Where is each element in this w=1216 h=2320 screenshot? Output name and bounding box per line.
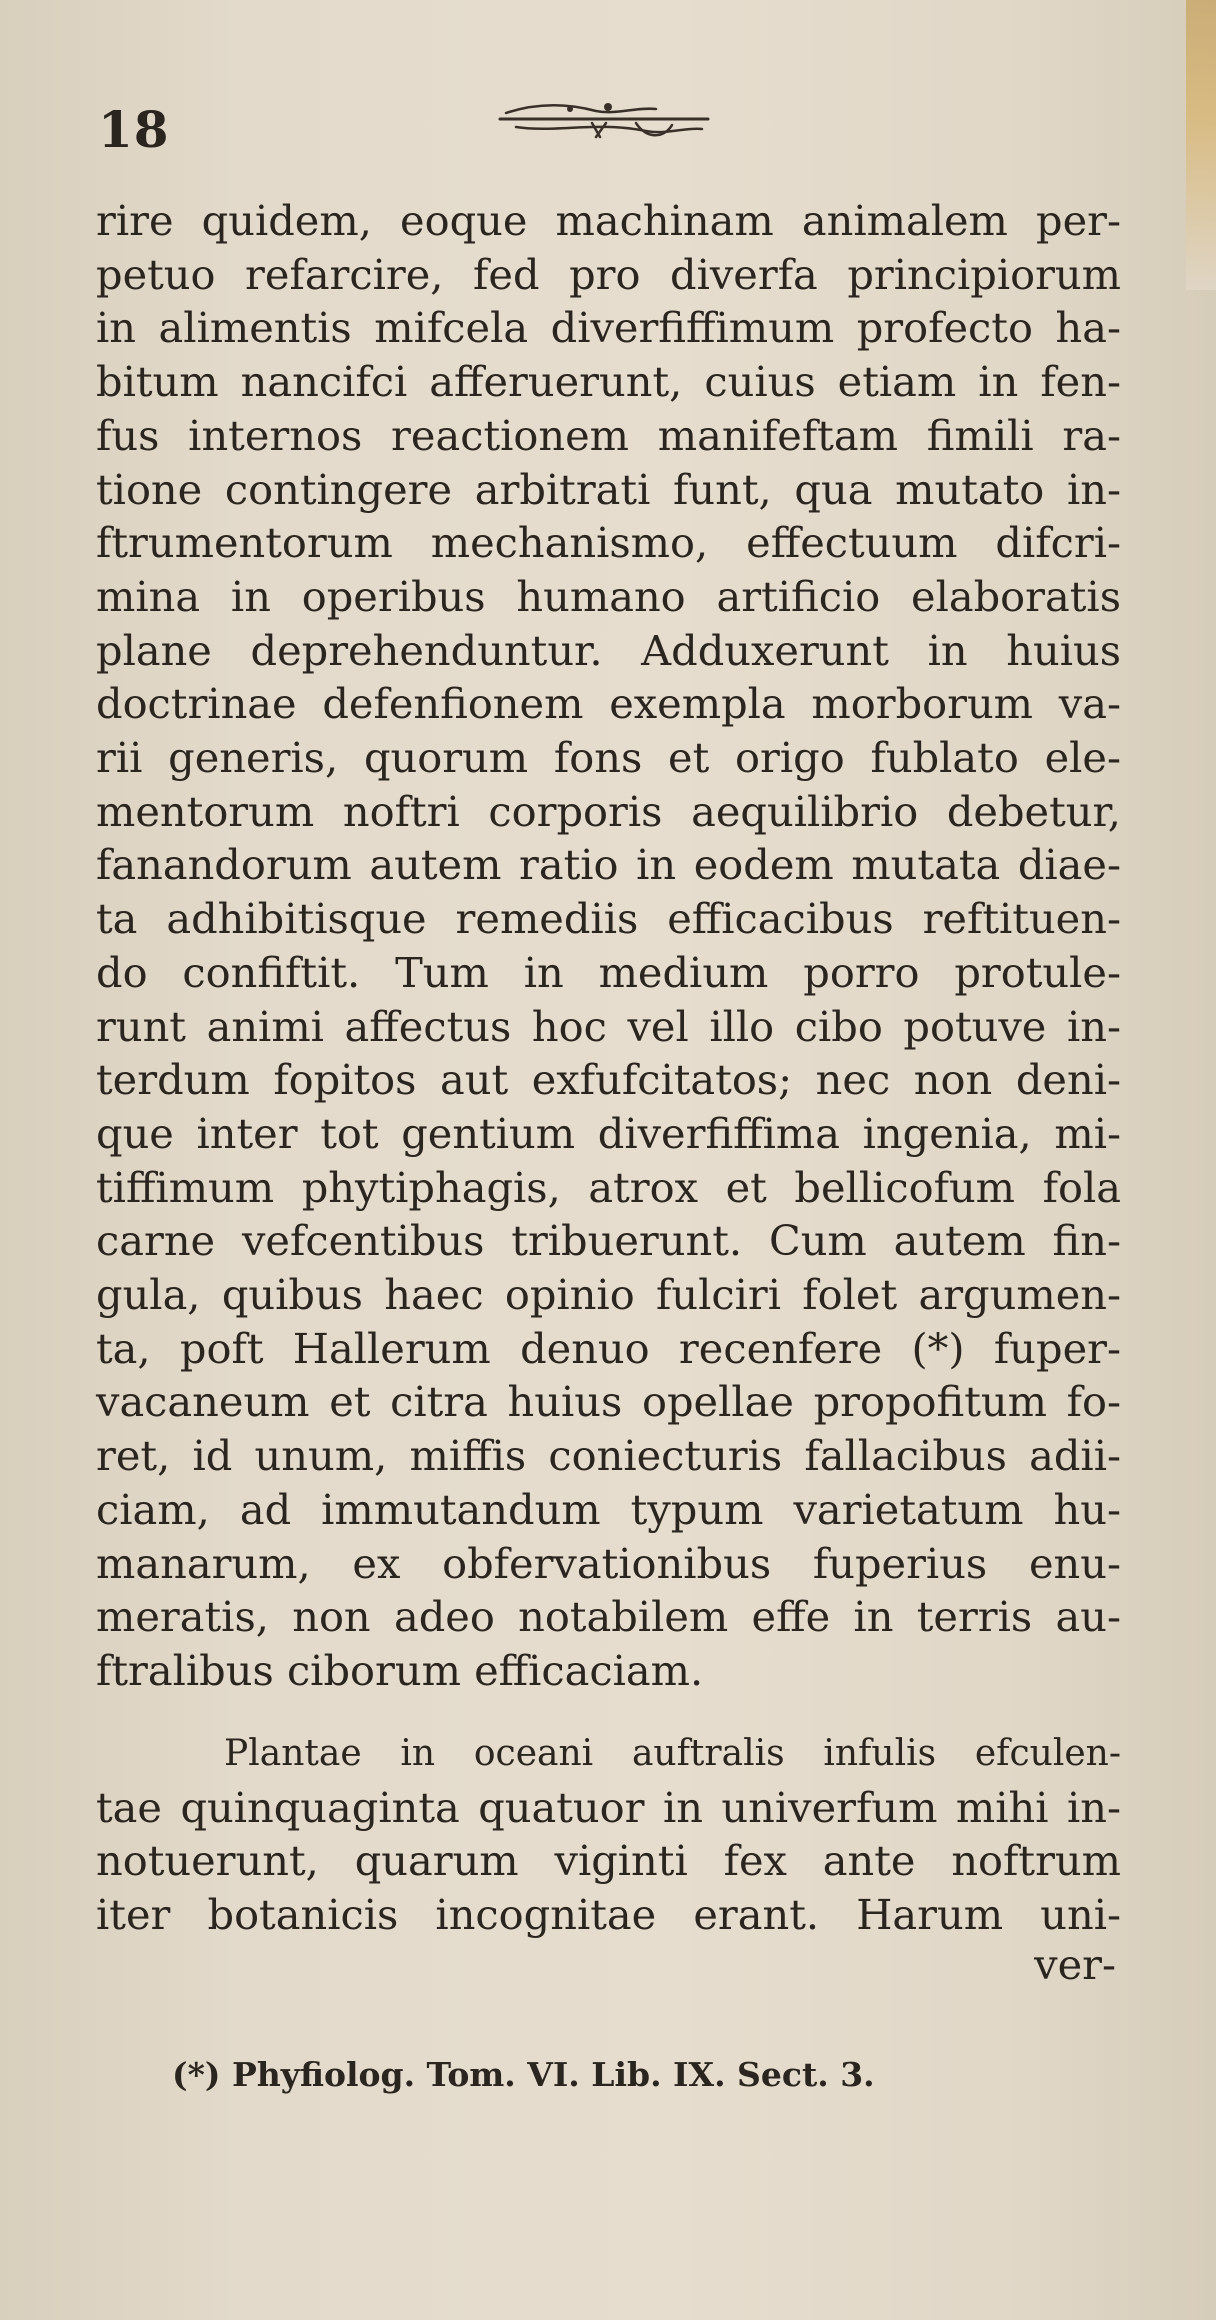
text-line: tae quinquaginta quatuor in univerfum mihi in- [96,1782,1121,1832]
footnote: (*) Phyfiolog. Tom. VI. Lib. IX. Sect. 3. [172,2055,875,2094]
second-paragraph [96,1727,1121,1942]
text-line: que inter tot gentium diverfiffima ingenia, mi- [96,1108,1121,1158]
text-line: ciam, ad immutandum typum varietatum hu- [96,1484,1121,1534]
text-line: ftrumentorum mechanismo, effectuum difcri- [96,518,1121,568]
main-paragraph [96,194,1121,1698]
text-line: tiffimum phytiphagis, atrox et bellicofum fola [96,1162,1121,1212]
header-ornament [496,97,712,147]
text-line: plane deprehenduntur. Adduxerunt in huius [96,625,1121,675]
text-line: manarum, ex obfervationibus fuperius enu- [96,1538,1121,1588]
page-number: 18 [98,100,170,159]
text-line: notuerunt, quarum viginti fex ante noftrum [96,1836,1121,1886]
text-line: gula, quibus haec opinio fulciri folet argumen- [96,1270,1121,1320]
text-line: petuo refarcire, fed pro diverfa principiorum [96,249,1121,299]
text-line: runt animi affectus hoc vel illo cibo potuve in- [96,1001,1121,1051]
text-line: ret, id unum, miffis coniecturis fallacibus adii- [96,1431,1121,1481]
text-line: tione contingere arbitrati funt, qua mutato in- [96,464,1121,514]
text-line: mina in operibus humano artificio elaboratis [96,571,1121,621]
text-line: meratis, non adeo notabilem effe in terris au- [96,1592,1121,1642]
text-line: doctrinae defenfionem exempla morborum va- [96,679,1121,729]
page-edge-stain [1186,0,1216,290]
catchword: ver- [1034,1940,1116,1989]
text-line: ftralibus ciborum efficaciam. [96,1645,704,1695]
text-line: iter botanicis incognitae erant. Harum uni- [96,1890,1121,1940]
text-line: ta adhibitisque remediis efficacibus reftituen- [96,894,1121,944]
text-line: Plantae in oceani auftralis infulis efculen- [224,1733,1121,1774]
text-line: rire quidem, eoque machinam animalem per- [96,196,1121,245]
text-line: terdum fopitos aut exfufcitatos; nec non deni- [96,1055,1121,1105]
text-line: mentorum noftri corporis aequilibrio debetur, [96,786,1121,836]
text-line: fus internos reactionem manifeftam fimili ra- [96,410,1121,460]
text-line: carne vefcentibus tribuerunt. Cum autem fin- [96,1216,1121,1266]
text-line: do confiftit. Tum in medium porro protule- [96,947,1121,997]
text-line: rii generis, quorum fons et origo fublato ele- [96,733,1121,783]
text-line: fanandorum autem ratio in eodem mutata diae- [96,840,1121,890]
text-line: vacaneum et citra huius opellae propofitum fo- [96,1377,1121,1427]
text-line: ta, poft Hallerum denuo recenfere (*) fuper- [96,1323,1121,1373]
text-line: in alimentis mifcela diverfiffimum profecto ha- [96,303,1121,353]
text-line: bitum nancifci afferuerunt, cuius etiam in fen- [96,357,1121,407]
